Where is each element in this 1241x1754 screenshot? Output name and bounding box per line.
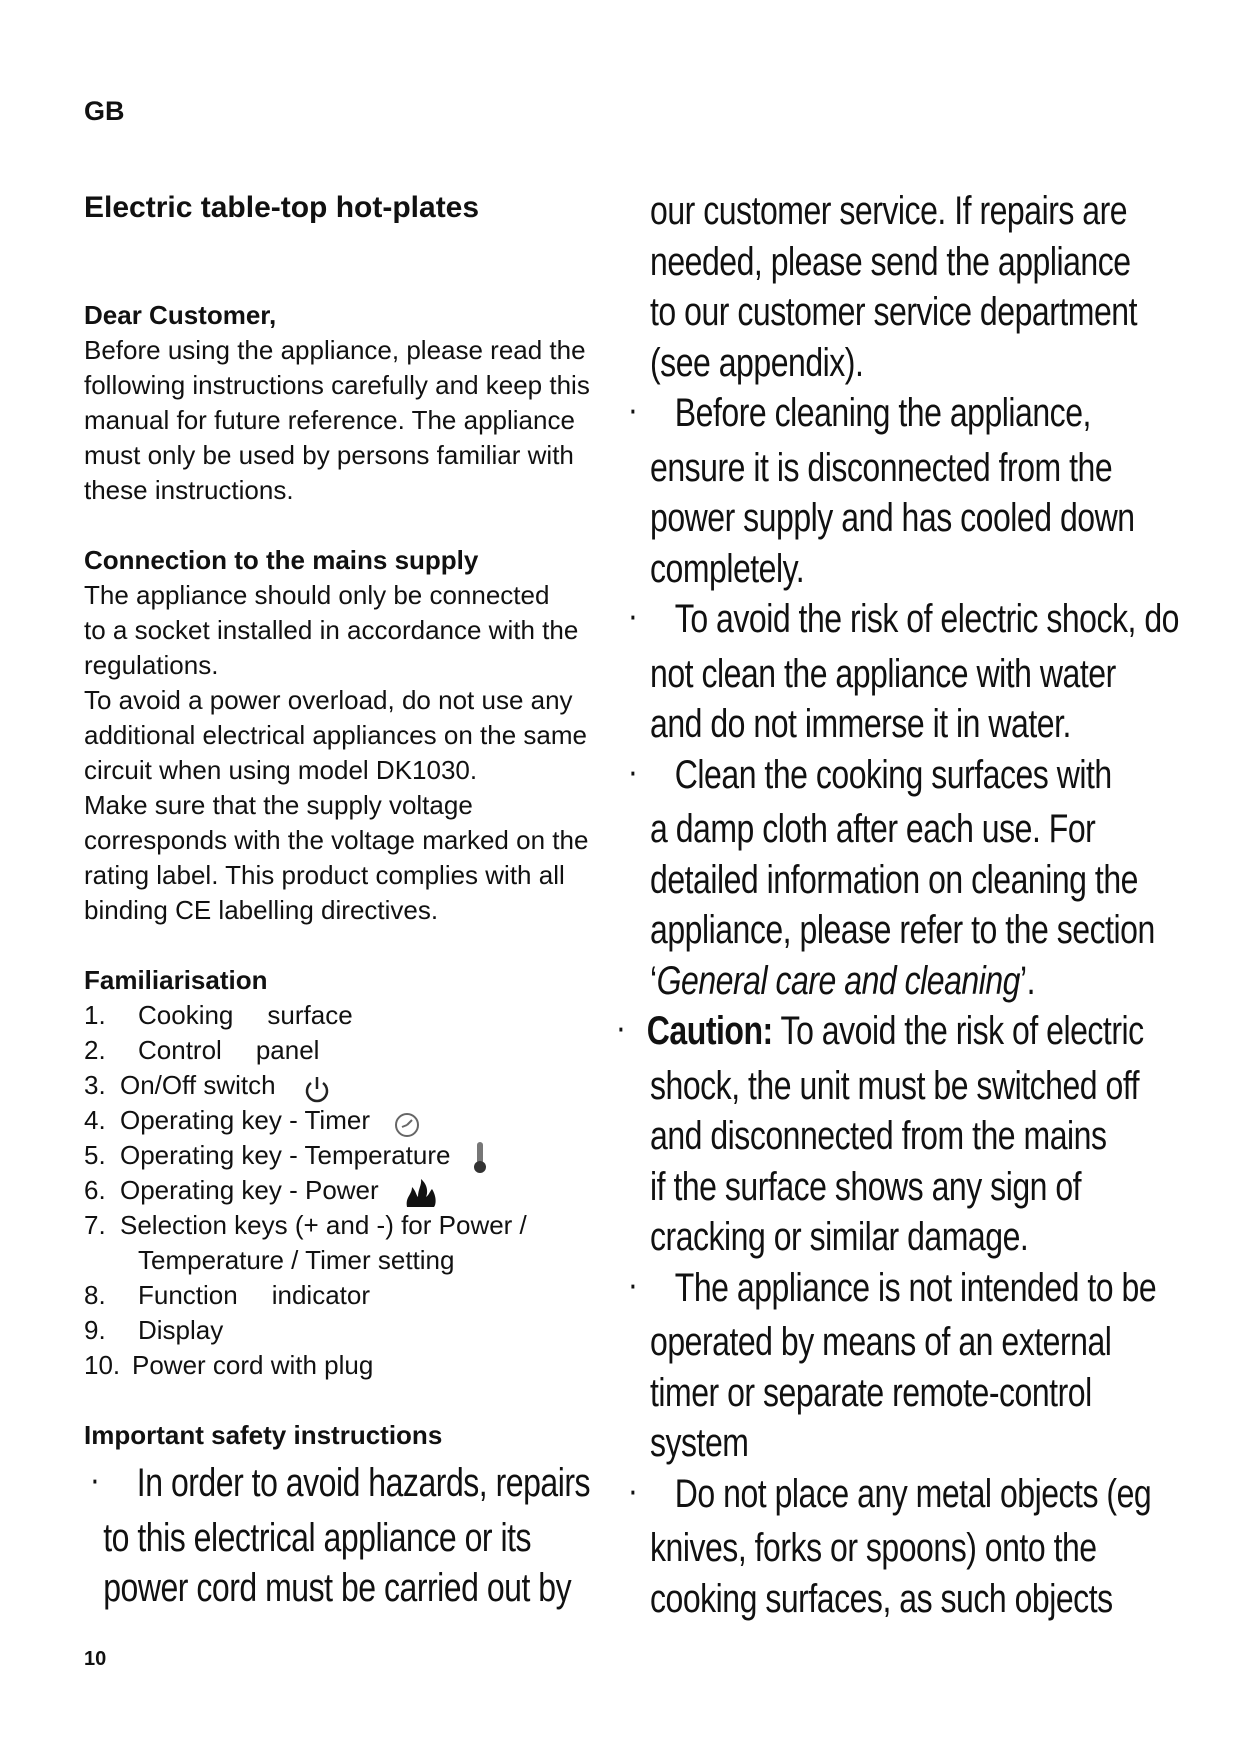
text-line: timer or separate remote-control [650,1370,1092,1415]
connection-line: binding CE labelling directives. [84,895,439,925]
text-line: To avoid the risk of electric [772,1009,1144,1053]
text-line: needed, please send the appliance [650,239,1131,284]
list-item: 1. Cooking surface [84,1000,353,1030]
list-item: 8. Function indicator [84,1280,371,1310]
list-item: 4. Operating key - Timer [84,1103,604,1138]
familiarisation-list [84,998,604,1383]
text-line: To avoid the risk of electric shock, do [674,597,1179,641]
bullet-line: to this electrical appliance or its [103,1515,532,1560]
text-line: Do not place any metal objects (eg [674,1471,1152,1516]
intro-line: Before using the appliance, please read the [84,335,586,365]
list-item: 3. On/Off switch [84,1068,604,1103]
connection-heading: Connection to the mains supply [84,545,479,575]
intro-line: must only be used by persons familiar with [84,440,574,470]
text-line: not clean the appliance with water [650,651,1116,696]
bullet-line: In order to avoid hazards, repairs [136,1461,591,1505]
bullet-line: power cord must be carried out by [103,1566,572,1610]
text-line: system [650,1421,749,1465]
text-line: detailed information on cleaning the [650,857,1138,902]
list-item: 7. Selection keys (+ and -) for Power / [84,1210,527,1240]
intro-line: manual for future reference. The appliance [84,405,575,435]
safety-heading: Important safety instructions [84,1420,443,1450]
right-column [618,186,1210,1624]
text-line: cooking surfaces, as such objects [650,1576,1113,1621]
text-line: completely. [650,546,805,591]
safety-bullet-left [84,1458,604,1614]
intro-line: following instructions carefully and keep this [84,370,590,400]
page-title: Electric table-top hot-plates [84,191,480,224]
list-item-continuation: Temperature / Timer setting [138,1245,455,1275]
list-item: 2. Control panel [84,1035,320,1065]
familiarisation-heading: Familiarisation [84,965,268,995]
caution-label: Caution: [646,1009,773,1053]
text-line: to our customer service department [650,290,1138,334]
text-line: a damp cloth after each use. For [650,807,1096,851]
connection-line: To avoid a power overload, do not use any [84,685,573,715]
text-line: appliance, please refer to the section [650,908,1155,952]
text-line: ensure it is disconnected from the [650,445,1113,490]
text-line: operated by means of an external [650,1320,1112,1364]
text-line: The appliance is not intended to be [674,1265,1157,1310]
bullet-marker: · [630,1476,637,1507]
bullet-marker: · [630,396,637,426]
text-line: cracking or similar damage. [650,1215,1029,1259]
connection-line: Make sure that the supply voltage [84,790,473,820]
list-item: 6. Operating key - Power [84,1173,604,1208]
connection-line: to a socket installed in accordance with the [84,615,579,645]
connection-line: additional electrical appliances on the same [84,720,587,750]
text-line: and do not immerse it in water. [650,702,1071,746]
text-line: and disconnected from the mains [650,1114,1107,1158]
text-line: Clean the cooking surfaces with [674,752,1112,797]
list-item: 5. Operating key - Temperature [84,1138,604,1173]
connection-line: corresponds with the voltage marked on the [84,825,589,855]
left-column [84,298,604,1453]
page-number: 10 [84,1648,107,1670]
bullet-marker: · [630,602,637,632]
connection-line: circuit when using model DK1030. [84,755,478,785]
text-line: power supply and has cooled down [650,496,1135,540]
text-line: Before cleaning the appliance, [674,391,1091,435]
bullet-marker: · [630,757,637,788]
connection-line: rating label. This product complies with all [84,860,565,890]
intro-line: these instructions. [84,475,294,505]
section-reference: ‘General care and cleaning’. [650,958,1036,1003]
text-line: knives, forks or spoons) onto the [650,1526,1097,1570]
language-code: GB [84,96,125,126]
text-line: (see appendix). [650,340,864,385]
text-line: if the surface shows any sign of [650,1164,1082,1209]
bullet-marker: · [92,1466,99,1496]
text-line: shock, the unit must be switched off [650,1063,1140,1108]
list-item: 10. Power cord with plug [84,1350,374,1380]
connection-line: The appliance should only be connected [84,580,550,610]
intro-heading: Dear Customer, [84,300,277,330]
bullet-marker: · [618,1014,625,1044]
connection-line: regulations. [84,650,219,680]
text-line: our customer service. If repairs are [650,189,1128,233]
bullet-marker: · [630,1270,637,1301]
list-item: 9. Display [84,1315,224,1345]
